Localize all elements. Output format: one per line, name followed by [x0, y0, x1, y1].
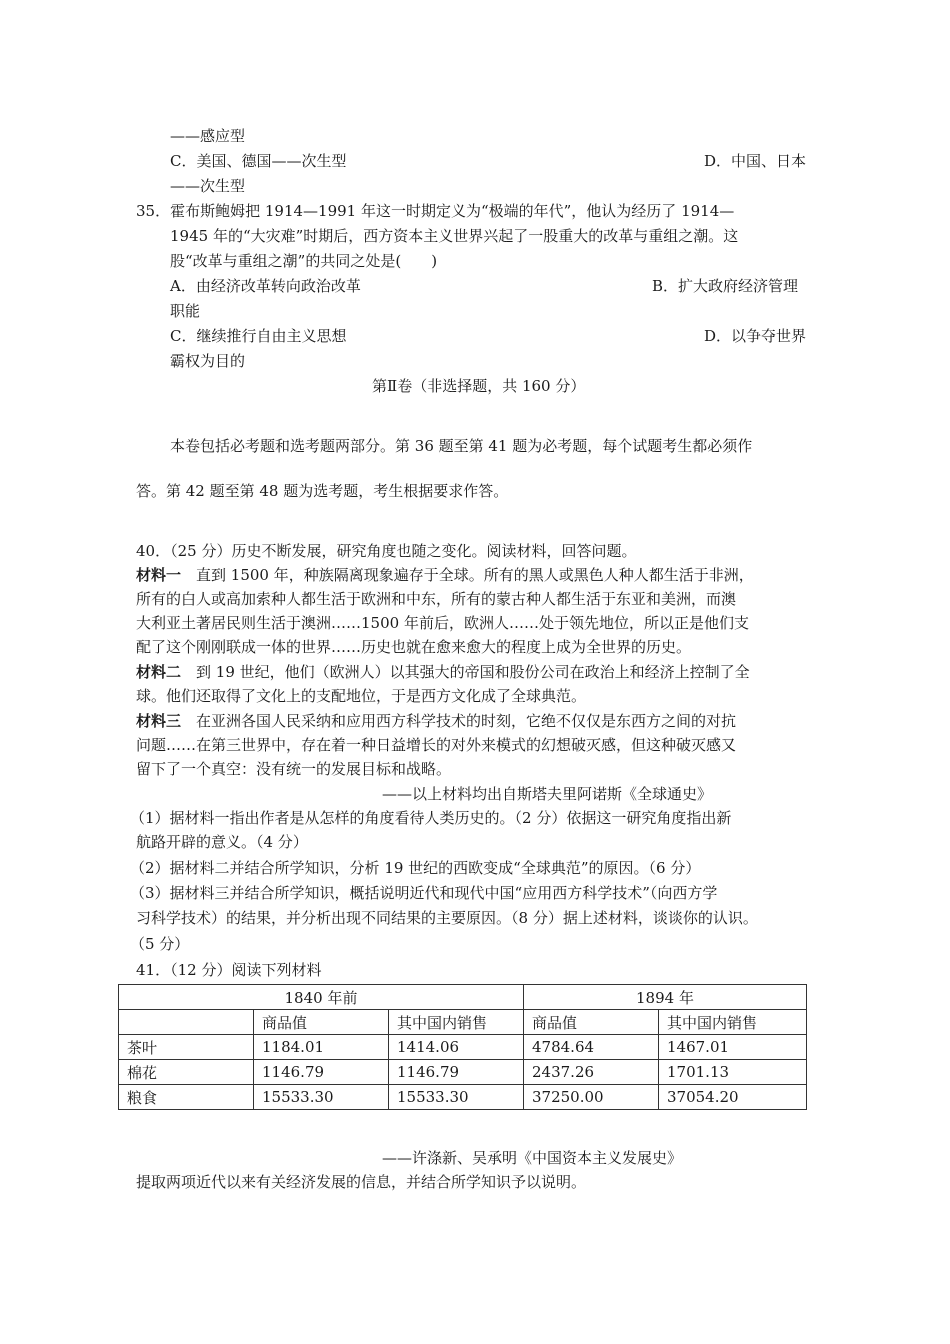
- q40-material1-line1: [136, 565, 754, 585]
- economy-table: [118, 984, 807, 1110]
- q35-stem-line2: 1945 年的“大灾难”时期后，西方资本主义世界兴起了一股重大的改革与重组之潮。这: [170, 227, 739, 245]
- q40-material1-line4: 配了这个刚刚联成一体的世界……历史也就在愈来愈大的程度上成为全世界的历史。: [136, 638, 692, 656]
- table-cell: 1467.01: [659, 1035, 807, 1060]
- q35-option-d: D．以争夺世界: [704, 327, 807, 345]
- q35-stem-line3: 股“改革与重组之潮”的共同之处是( ): [170, 252, 438, 270]
- q40-material2-text: 到 19 世纪，他们（欧洲人）以其强大的帝国和股份公司在政治上和经济上控制了全: [181, 663, 750, 681]
- q40-sub2: （2）据材料二并结合所学知识，分析 19 世纪的西欧变成“全球典范”的原因。（6 分）: [130, 859, 701, 877]
- q40-material3-line2: 问题……在第三世界中，存在着一种日益增长的对外来模式的幻想破灭感，但这种破灭感又: [136, 736, 737, 754]
- table-cell: [119, 1010, 254, 1035]
- table-cell: 1146.79: [389, 1060, 524, 1085]
- q34-option-c: C．美国、德国——次生型: [170, 152, 347, 170]
- q34-line3: ——次生型: [170, 177, 246, 195]
- q40-material3-line3: 留下了一个真空：没有统一的发展目标和战略。: [136, 760, 452, 778]
- q41-header: 41．（12 分）阅读下列材料: [136, 961, 322, 979]
- table-row-label: 茶叶: [119, 1035, 254, 1060]
- q40-material1-line2: 所有的白人或高加索种人都生活于欧洲和中东，所有的蒙古种人都生活于东亚和美洲，而澳: [136, 590, 737, 608]
- q35-option-d-cont: 霸权为目的: [170, 352, 246, 370]
- q35-option-c: C．继续推行自由主义思想: [170, 327, 347, 345]
- table-col-domestic-1894: 其中国内销售: [659, 1010, 807, 1035]
- table-cell: 15533.30: [389, 1085, 524, 1110]
- table-cell: 1414.06: [389, 1035, 524, 1060]
- q34-option-d: D．中国、日本: [704, 152, 807, 170]
- q40-sub1-line1: （1）据材料一指出作者是从怎样的角度看待人类历史的。（2 分）依据这一研究角度指出新: [130, 809, 732, 827]
- q35-stem-line1: 35．霍布斯鲍姆把 1914—1991 年这一时期定义为“极端的年代”，他认为经历了 1914—: [136, 202, 735, 220]
- table-row: [119, 1010, 807, 1035]
- q40-material3-text: 在亚洲各国人民采纳和应用西方科学技术的时刻，它绝不仅仅是东西方之间的对抗: [181, 712, 737, 730]
- q40-material2-line2: 球。他们还取得了文化上的支配地位，于是西方文化成了全球典范。: [136, 687, 587, 705]
- table-cell: 1184.01: [254, 1035, 389, 1060]
- table-cell: 15533.30: [254, 1085, 389, 1110]
- q40-source: ——以上材料均出自斯塔夫里阿诺斯《全球通史》: [382, 785, 713, 803]
- q40-sub3-line3: （5 分）: [130, 935, 190, 953]
- q40-material3-label: 材料三: [136, 712, 182, 730]
- q40-material2-line1: [136, 662, 750, 682]
- table-row: [119, 1060, 807, 1085]
- table-col-value-1840: 商品值: [254, 1010, 389, 1035]
- part2-title: 第Ⅱ卷（非选择题，共 160 分）: [372, 377, 586, 395]
- q40-sub1-line2: 航路开辟的意义。（4 分）: [136, 833, 308, 851]
- table-row-label: 棉花: [119, 1060, 254, 1085]
- q40-material2-label: 材料二: [136, 663, 182, 681]
- table-cell: 1146.79: [254, 1060, 389, 1085]
- q41-prompt: 提取两项近代以来有关经济发展的信息，并结合所学知识予以说明。: [136, 1173, 587, 1191]
- q40-material3-line1: [136, 711, 736, 731]
- table-row: [119, 985, 807, 1010]
- table-cell: 37250.00: [524, 1085, 659, 1110]
- q34-line1: ——感应型: [170, 127, 246, 145]
- table-cell: 4784.64: [524, 1035, 659, 1060]
- table-row: [119, 1085, 807, 1110]
- table-col-value-1894: 商品值: [524, 1010, 659, 1035]
- q40-material1-line3: 大利亚土著居民则生活于澳洲……1500 年前后，欧洲人……处于领先地位，所以正是他们支: [136, 614, 749, 632]
- q40-material1-text: 直到 1500 年，种族隔离现象遍存于全球。所有的黑人或黑色人种人都生活于非洲，: [181, 566, 754, 584]
- q40-sub3-line1: （3）据材料三并结合所学知识，概括说明近代和现代中国“应用西方科学技术”（向西方学: [130, 884, 718, 902]
- q40-header: 40．（25 分）历史不断发展，研究角度也随之变化。阅读材料，回答问题。: [136, 542, 637, 560]
- q40-sub3-line2: 习科学技术）的结果，并分析出现不同结果的主要原因。（8 分）据上述材料，谈谈你的认识。: [136, 909, 758, 927]
- table-col-domestic-1840: 其中国内销售: [389, 1010, 524, 1035]
- q41-source: ——许涤新、吴承明《中国资本主义发展史》: [382, 1149, 683, 1167]
- table-cell: 2437.26: [524, 1060, 659, 1085]
- part2-intro-line2: 答。第 42 题至第 48 题为选考题，考生根据要求作答。: [136, 482, 509, 500]
- part2-intro-line1: 本卷包括必考题和选考题两部分。第 36 题至第 41 题为必考题，每个试题考生都必须作: [170, 437, 753, 455]
- table-cell: 1701.13: [659, 1060, 807, 1085]
- table-period1-header: 1840 年前: [119, 985, 524, 1010]
- table-cell: 37054.20: [659, 1085, 807, 1110]
- q40-material1-label: 材料一: [136, 566, 182, 584]
- table-row-label: 粮食: [119, 1085, 254, 1110]
- table-period2-header: 1894 年: [524, 985, 807, 1010]
- table-row: [119, 1035, 807, 1060]
- q35-option-b-cont: 职能: [170, 302, 201, 320]
- q35-option-b: B．扩大政府经济管理: [652, 277, 799, 295]
- q35-option-a: A．由经济改革转向政治改革: [170, 277, 361, 295]
